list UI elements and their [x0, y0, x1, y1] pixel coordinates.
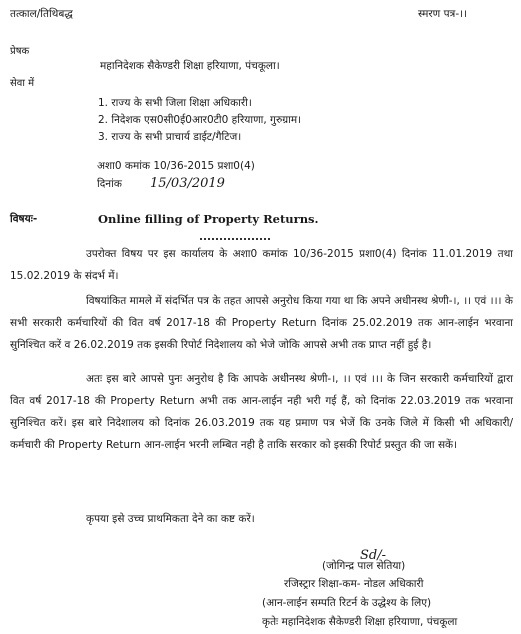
date-label: दिनांक	[97, 178, 122, 190]
header-priority: तत्काल/तिथिबद्ध	[10, 8, 73, 20]
recipients-label: सेवा में	[10, 78, 35, 89]
signatory-designation: रजिस्ट्रार शिक्षा-कम- नोडल अधिकारी	[284, 578, 424, 590]
body-paragraph: विषयांकित मामले में संदर्भित पत्र के तहत आपसे अनुरोध किया गया था कि अपने अधीनस्थ श्रेणी-।, ।। एवं ।।। के सभी सरकारी कर्मचारियों की वित वर्ष 2017-18 की Property Return दिनांक 25.02.2019 तक आन-लाईन भरवाना सुनिश्चित करें व 26.02.2019 तक इसकी रिपोर्ट निदेशालय को भेजे जोकि आपसे अभी तक प्राप्त नहीं हुई है।	[10, 295, 513, 351]
signatory-on-behalf: कृतेः महानिदेशक सैकेण्डरी शिक्षा हरियाणा, पंचकूला	[262, 616, 458, 628]
memo-number: अशा0 कमांक 10/36-2015 प्रशा0(4)	[97, 160, 255, 172]
signatory-purpose: (आन-लाईन सम्पति रिटर्न के उद्धेश्य के लिए)	[262, 597, 432, 609]
body-paragraph: कृपया इसे उच्च प्राथमिकता देने का कष्ट करें।	[86, 513, 255, 525]
divider	[200, 238, 270, 240]
date-value-handwritten: 15/03/2019	[150, 176, 225, 191]
recipient-item: 3. राज्य के सभी प्राचार्य डाईट/गैटिज।	[98, 131, 242, 143]
signature-mark: Sd/-	[360, 548, 386, 563]
header-reminder: स्मरण पत्र-।।	[418, 8, 468, 20]
subject-text: Online filling of Property Returns.	[98, 212, 319, 226]
recipient-item: 1. राज्य के सभी जिला शिक्षा अधिकारी।	[98, 97, 252, 109]
body-paragraph: उपरोक्त विषय पर इस कार्यालय के अशा0 कमांक 10/36-2015 प्रशा0(4) दिनांक 11.01.2019 तथा 15.02.2019 के संदर्भ में।	[10, 248, 513, 282]
sender-label: प्रेषक	[10, 46, 30, 57]
body-paragraph: अतः इस बारे आपसे पुनः अनुरोध है कि आपके अधीनस्थ श्रेणी-।, ।। एवं ।।। के जिन सरकारी कर्मचारियों द्वारा वित वर्ष 2017-18 की Property Return अभी तक आन-लाईन नही भरी गई हैं, को दिनांक 22.03.2019 तक भरवाना सुनिश्चित करें। इस बारे निदेशालय को दिनांक 26.03.2019 तक यह प्रमाण पत्र भेजें कि उनके जिले में किसी भी अधिकारी/कर्मचारी की Property Return आन-लाईन भरनी लम्बित नही है ताकि सरकार को इसकी रिपोर्ट प्रस्तुत की जा सकें।	[10, 373, 513, 451]
recipient-item: 2. निदेशक एस0सी0ई0आर0टी0 हरियाणा, गुरुग्राम।	[98, 114, 302, 126]
subject-label: विषयः-	[10, 213, 38, 225]
signatory-name: (जोगिन्द्र पाल सेतिया)	[322, 560, 406, 572]
sender-value: महानिदेशक सैकेण्डरी शिक्षा हरियाणा, पंचकूला।	[100, 60, 280, 72]
